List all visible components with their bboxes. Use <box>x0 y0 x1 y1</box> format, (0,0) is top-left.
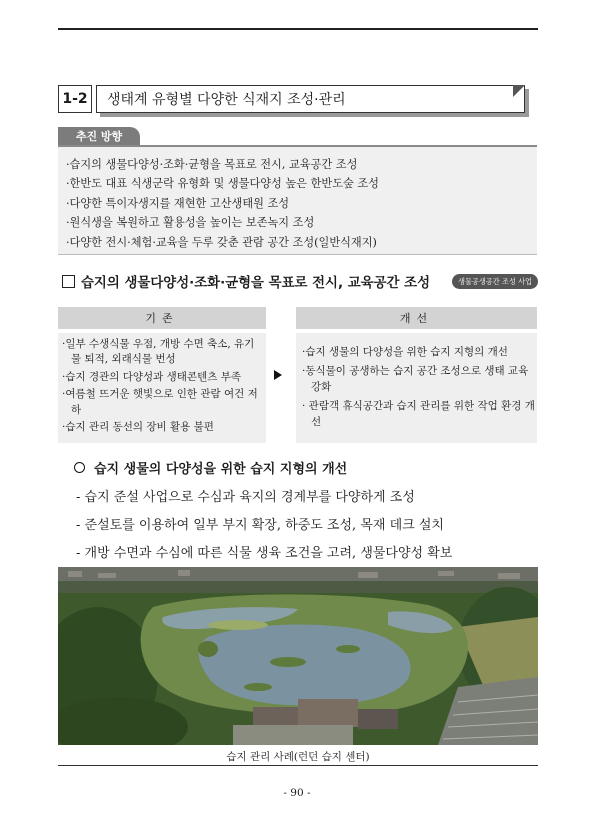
top-rule <box>58 28 538 30</box>
photo-caption: 습지 관리 사례(런던 습지 센터) <box>226 751 370 763</box>
circle-bullet-icon <box>74 462 85 473</box>
detail-bullet: - 습지 준설 사업으로 수심과 육지의 경계부를 다양하게 조성 <box>76 490 415 505</box>
detail-heading-text: 습지 생물의 다양성을 위한 습지 지형의 개선 <box>94 462 348 477</box>
existing-item: ·습지 관리 동선의 장비 활용 불편 <box>62 421 214 434</box>
improvement-item: ·동식물이 공생하는 습지 공간 조성으로 생태 교육 강화 <box>302 365 529 393</box>
existing-header: 기존 <box>58 307 266 329</box>
direction-item: ·원식생을 복원하고 활용성을 높이는 보존녹지 조성 <box>66 216 315 230</box>
improvement-box <box>296 333 537 443</box>
section-number: 1-2 <box>58 85 92 113</box>
page-number: - 90 - <box>283 787 311 799</box>
existing-item: ·여름철 뜨거운 햇빛으로 인한 관람 여건 저하 <box>62 388 258 416</box>
direction-list <box>66 155 537 252</box>
subsection-heading <box>62 272 430 291</box>
direction-box <box>58 145 537 255</box>
caption-rule <box>58 765 538 766</box>
subsection-title: 습지의 생물다양성·조화·균형을 목표로 전시, 교육공간 조성 <box>81 276 431 291</box>
direction-tag: 추진 방향 <box>58 127 140 145</box>
direction-item: ·습지의 생물다양성·조화·균형을 목표로 전시, 교육공간 조성 <box>66 158 358 171</box>
improvement-header: 개선 <box>296 307 537 329</box>
direction-item: ·다양한 전시·체험·교육을 두루 갖춘 관람 공간 조성(일반식재지) <box>66 235 377 249</box>
right-arrow-icon <box>274 370 282 380</box>
detail-heading <box>74 458 347 477</box>
section-title: 생태계 유형별 다양한 식재지 조성·관리 <box>96 85 525 113</box>
existing-item: ·일부 수생식물 우점, 개방 수면 축소, 유기물 퇴적, 외래식물 번성 <box>62 338 255 366</box>
corner-fold <box>513 85 525 97</box>
direction-item: ·다양한 특이자생지를 재현한 고산생태원 조성 <box>66 196 290 210</box>
improvement-item: · 관람객 휴식공간과 습지 관리를 위한 작업 환경 개선 <box>302 400 535 428</box>
existing-item: ·습지 경관의 다양성과 생태콘텐츠 부족 <box>62 370 241 383</box>
project-badge: 생물공생공간 조성 사업 <box>452 274 538 289</box>
detail-bullet: - 개방 수면과 수심에 따른 식물 생육 조건을 고려, 생물다양성 확보 <box>76 546 453 561</box>
improvement-item: ·습지 생물의 다양성을 위한 습지 지형의 개선 <box>302 346 508 358</box>
checkbox-square-icon <box>62 275 75 288</box>
existing-box <box>58 333 266 443</box>
detail-bullet: - 준설토를 이용하여 일부 부지 확장, 하중도 조성, 목재 데크 설치 <box>76 518 444 533</box>
wetland-aerial-photo <box>58 567 538 745</box>
direction-item: ·한반도 대표 식생군락 유형화 및 생물다양성 높은 한반도숲 조성 <box>66 177 379 191</box>
